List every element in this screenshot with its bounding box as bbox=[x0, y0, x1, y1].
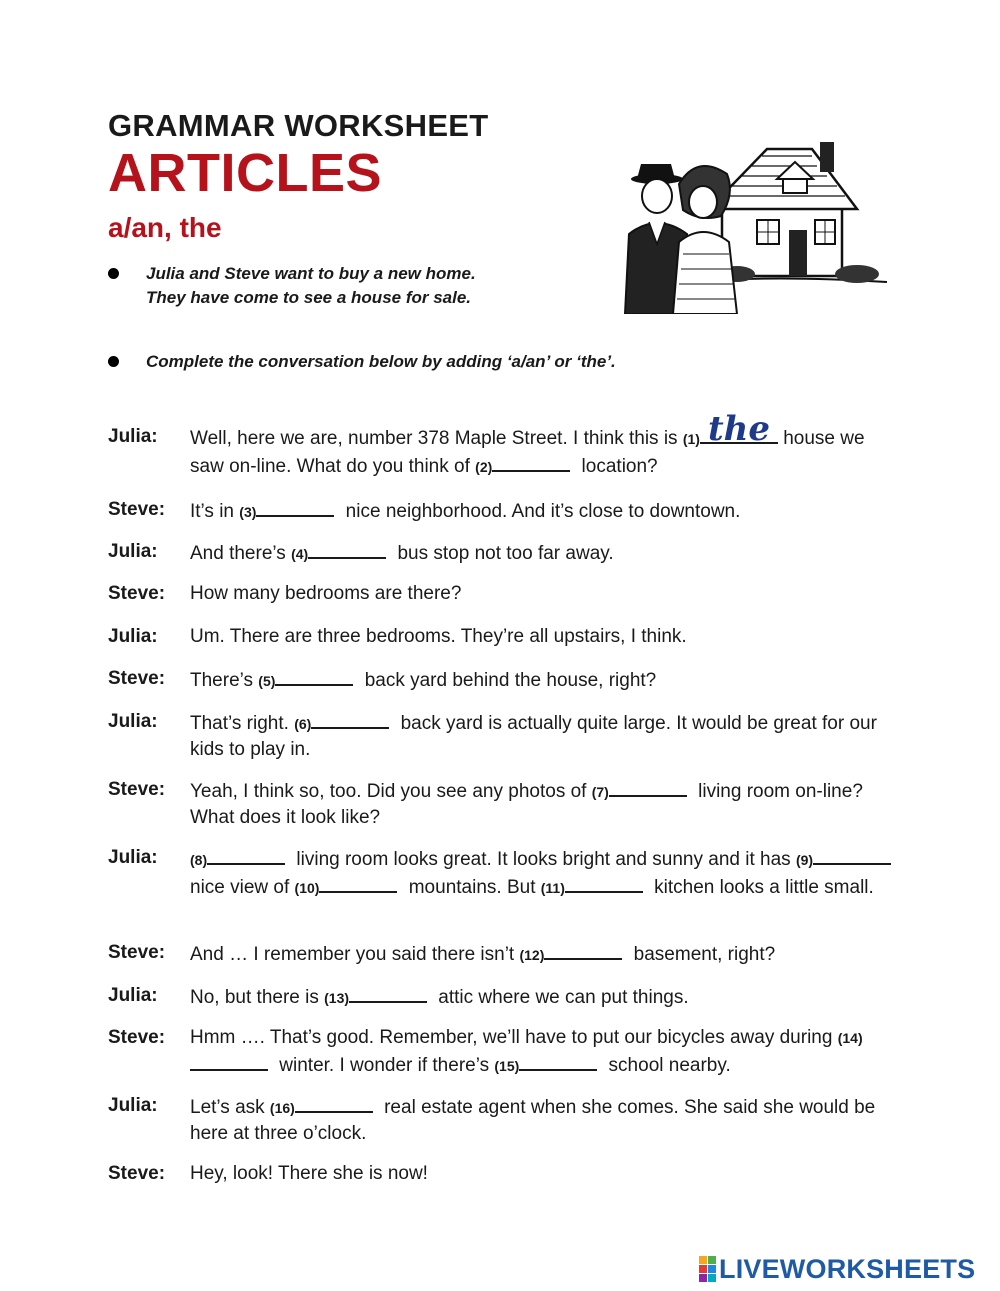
instruction-item bbox=[108, 262, 508, 310]
text-segment: real estate agent when she comes. She said she would be here at three o’clock. bbox=[190, 1097, 876, 1144]
text-segment: bus stop not too far away. bbox=[392, 543, 614, 564]
text-segment: Hey, look! There she is now! bbox=[190, 1163, 428, 1184]
speaker-label: Julia: bbox=[108, 985, 158, 1006]
text-segment: nice neighborhood. And it’s close to downtown. bbox=[340, 501, 741, 522]
dialogue-line bbox=[108, 845, 898, 940]
speaker-label: Julia: bbox=[108, 711, 158, 732]
speaker-label: Steve: bbox=[108, 668, 166, 689]
liveworksheets-logo[interactable] bbox=[699, 1254, 975, 1284]
dialogue-line bbox=[108, 539, 898, 581]
dialogue-text bbox=[190, 1025, 898, 1079]
text-segment: And there’s bbox=[190, 543, 292, 564]
speaker-label: Julia: bbox=[108, 1095, 158, 1116]
bullet-icon bbox=[108, 356, 119, 367]
text-segment: How many bedrooms are there? bbox=[190, 583, 462, 604]
dialogue-text bbox=[190, 1161, 898, 1187]
speaker-label: Julia: bbox=[108, 847, 158, 868]
text-segment: Let’s ask bbox=[190, 1097, 270, 1118]
text-segment: It’s in bbox=[190, 501, 240, 522]
dialogue-text bbox=[190, 940, 898, 968]
blank-number: (4) bbox=[291, 546, 309, 562]
worksheet-title: ARTICLES bbox=[108, 143, 382, 203]
text-segment: Um. There are three bedrooms. They’re all upstairs, I think. bbox=[190, 626, 687, 647]
answer-blank[interactable] bbox=[813, 845, 891, 865]
speaker-label: Julia: bbox=[108, 541, 158, 562]
speaker-label: Steve: bbox=[108, 779, 166, 800]
dialogue-text bbox=[190, 983, 898, 1011]
dialogue-line bbox=[108, 497, 898, 539]
bullet-icon bbox=[108, 268, 119, 279]
answer-blank[interactable] bbox=[190, 1051, 268, 1071]
worksheet-subtitle: a/an, the bbox=[108, 212, 222, 243]
speaker-label: Steve: bbox=[108, 583, 166, 604]
blank-number: (16) bbox=[269, 1100, 295, 1116]
dialogue-line bbox=[108, 1093, 898, 1161]
dialogue-text bbox=[190, 581, 898, 607]
dialogue-text bbox=[190, 497, 898, 525]
blank-number: (14) bbox=[837, 1030, 863, 1046]
text-segment: No, but there is bbox=[190, 987, 325, 1008]
instruction-text: Complete the conversation below by adding ‘a/an’ or ‘the’. bbox=[146, 352, 616, 371]
blank-number: (5) bbox=[258, 673, 276, 689]
dialogue-line bbox=[108, 409, 898, 480]
blank-number: (13) bbox=[324, 990, 350, 1006]
logo-text: LIVEWORKSHEETS bbox=[719, 1253, 976, 1284]
text-segment: location? bbox=[576, 456, 658, 477]
text-segment: There’s bbox=[190, 670, 259, 691]
text-segment: living room looks great. It looks bright and sunny and it has bbox=[291, 849, 796, 870]
blank-number: (12) bbox=[519, 947, 545, 963]
answer-blank[interactable] bbox=[609, 777, 687, 797]
dialogue-text bbox=[190, 1093, 898, 1147]
house-couple-illustration bbox=[617, 134, 890, 314]
instruction-item bbox=[108, 350, 728, 374]
dialogue-line bbox=[108, 983, 898, 1025]
text-segment: basement, right? bbox=[628, 944, 776, 965]
answer-blank[interactable] bbox=[492, 452, 570, 472]
text-segment: That’s right. bbox=[190, 713, 295, 734]
instruction-text: Julia and Steve want to buy a new home. They have come to see a house for sale. bbox=[146, 264, 476, 307]
answer-blank[interactable] bbox=[700, 409, 778, 449]
text-segment: And … I remember you said there isn’t bbox=[190, 944, 520, 965]
answer-blank[interactable] bbox=[311, 709, 389, 729]
dialogue-text bbox=[190, 845, 898, 901]
text-segment: mountains. But bbox=[403, 877, 541, 898]
text-segment: Yeah, I think so, too. Did you see any photos of bbox=[190, 781, 592, 802]
blank-number: (11) bbox=[540, 880, 565, 896]
dialogue-line bbox=[108, 940, 898, 983]
text-segment: back yard behind the house, right? bbox=[359, 670, 657, 691]
blank-number: (1) bbox=[682, 431, 700, 447]
blank-number: (8) bbox=[190, 852, 208, 868]
blank-number: (6) bbox=[294, 716, 312, 732]
blank-number: (9) bbox=[795, 852, 814, 868]
blank-number: (3) bbox=[239, 504, 257, 520]
dialogue-line bbox=[108, 624, 898, 666]
blank-number: (7) bbox=[591, 784, 609, 800]
answer-blank[interactable] bbox=[519, 1051, 597, 1071]
speaker-label: Steve: bbox=[108, 499, 166, 520]
dialogue-text bbox=[190, 666, 898, 694]
speaker-label: Steve: bbox=[108, 1027, 166, 1048]
answer-blank[interactable] bbox=[207, 845, 285, 865]
worksheet-kicker: GRAMMAR WORKSHEET bbox=[108, 108, 489, 143]
answer-blank[interactable] bbox=[275, 666, 353, 686]
text-segment: attic where we can put things. bbox=[433, 987, 689, 1008]
speaker-label: Julia: bbox=[108, 626, 158, 647]
filled-answer: the bbox=[707, 409, 771, 449]
dialogue-text bbox=[190, 409, 898, 480]
text-segment: Hmm …. That’s good. Remember, we’ll have to put our bicycles away during bbox=[190, 1027, 838, 1048]
dialogue-text bbox=[190, 777, 898, 831]
blank-number: (10) bbox=[294, 880, 320, 896]
text-segment: back yard is actually quite large. It would be great for our kids to play in. bbox=[190, 713, 877, 760]
liveworksheets-logo-icon bbox=[699, 1256, 716, 1282]
answer-blank[interactable] bbox=[295, 1093, 373, 1113]
dialogue-text bbox=[190, 539, 898, 567]
answer-blank[interactable] bbox=[544, 940, 622, 960]
answer-blank[interactable] bbox=[256, 497, 334, 517]
dialogue-line bbox=[108, 709, 898, 777]
speaker-label: Julia: bbox=[108, 426, 158, 447]
dialogue-line bbox=[108, 581, 898, 624]
dialogue-line bbox=[108, 1161, 898, 1191]
text-segment: winter. I wonder if there’s bbox=[274, 1055, 495, 1076]
answer-blank[interactable] bbox=[308, 539, 386, 559]
blank-number: (2) bbox=[475, 459, 493, 475]
text-segment: living room on-line? What does it look like? bbox=[190, 781, 863, 828]
blank-number: (15) bbox=[494, 1058, 520, 1074]
dialogue-line bbox=[108, 666, 898, 709]
dialogue-line bbox=[108, 1025, 898, 1093]
text-segment: nice view of bbox=[190, 877, 295, 898]
dialogue-text bbox=[190, 624, 898, 650]
speaker-label: Steve: bbox=[108, 1163, 166, 1184]
answer-blank[interactable] bbox=[565, 873, 643, 893]
dialogue-line bbox=[108, 777, 898, 845]
conversation bbox=[108, 409, 898, 1191]
text-segment: school nearby. bbox=[603, 1055, 731, 1076]
answer-blank[interactable] bbox=[349, 983, 427, 1003]
answer-blank[interactable] bbox=[319, 873, 397, 893]
text-segment: house we saw on-line. What do you think of bbox=[190, 428, 865, 477]
dialogue-text bbox=[190, 709, 898, 763]
text-segment: kitchen looks a little small. bbox=[648, 877, 874, 898]
text-segment: Well, here we are, number 378 Maple Street. I think this is bbox=[190, 428, 683, 449]
speaker-label: Steve: bbox=[108, 942, 166, 963]
